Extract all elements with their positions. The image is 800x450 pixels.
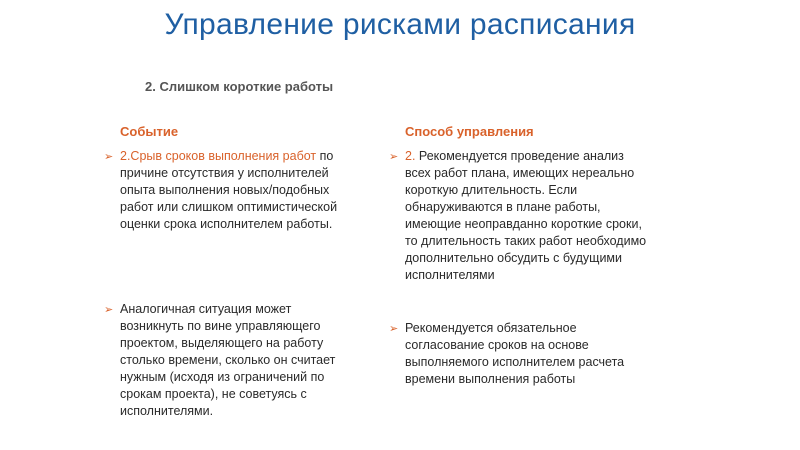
management-item-2-line: времени выполнения работы — [405, 372, 576, 386]
event-item-1-line: работ или слишком оптимистической — [120, 200, 338, 214]
management-item-1 — [405, 148, 646, 284]
management-item-1-lead-rest: Рекомендуется проведение анализ — [415, 149, 624, 163]
event-item-1-lead-rest: по — [316, 149, 334, 163]
management-item-1-line: всех работ плана, имеющих нереально — [405, 166, 635, 180]
management-item-1-number: 2. — [405, 149, 416, 163]
management-item-1-line: короткую длительность. Если — [405, 183, 578, 197]
management-item-1-lead — [405, 148, 646, 165]
event-item-2-line: возникнуть по вине управляющего — [120, 319, 321, 333]
management-item-2-lead: Рекомендуется обязательное — [405, 321, 577, 335]
management-item-2 — [405, 320, 624, 388]
event-item-2-line: столько времени, сколько он считает — [120, 353, 336, 367]
event-item-1-line: опыта выполнения новых/подобных — [120, 183, 330, 197]
event-item-2-line: исполнителями. — [120, 404, 214, 418]
event-item-2-line: Аналогичная ситуация может — [120, 302, 292, 316]
event-item-2-line: срокам проекта), не советуясь с — [120, 387, 307, 401]
event-item-1 — [120, 148, 337, 233]
management-item-1-line: имеющие неоправданно короткие сроки, — [405, 217, 642, 231]
event-item-2-line: нужным (исходя из ограничений по — [120, 370, 325, 384]
event-item-2 — [120, 301, 335, 420]
event-item-2-line: проектом, выделяющего на работу — [120, 336, 324, 350]
event-item-1-line: оценки срока исполнителем работы. — [120, 217, 333, 231]
event-item-1-line: причине отсутствия у исполнителей — [120, 166, 329, 180]
management-item-1-line: исполнителями — [405, 268, 495, 282]
column-header-management: Способ управления — [405, 124, 534, 139]
management-item-1-line: то длительность таких работ необходимо — [405, 234, 647, 248]
bullet-arrow-icon: ➢ — [104, 151, 114, 163]
management-item-1-line: обнаруживаются в плане работы, — [405, 200, 601, 214]
section-subtitle: 2. Слишком короткие работы — [145, 79, 334, 94]
event-item-1-lead — [120, 148, 337, 165]
bullet-arrow-icon: ➢ — [389, 323, 399, 335]
management-item-2-line: согласование сроков на основе — [405, 338, 589, 352]
event-item-1-highlight: 2.Срыв сроков выполнения работ — [120, 149, 317, 163]
management-item-2-line: выполняемого исполнителем расчета — [405, 355, 625, 369]
slide-title: Управление рисками расписания — [164, 8, 636, 41]
bullet-arrow-icon: ➢ — [389, 151, 399, 163]
management-item-1-line: дополнительно обсудить с будущими — [405, 251, 622, 265]
bullet-arrow-icon: ➢ — [104, 304, 114, 316]
column-header-event: Событие — [120, 124, 179, 139]
